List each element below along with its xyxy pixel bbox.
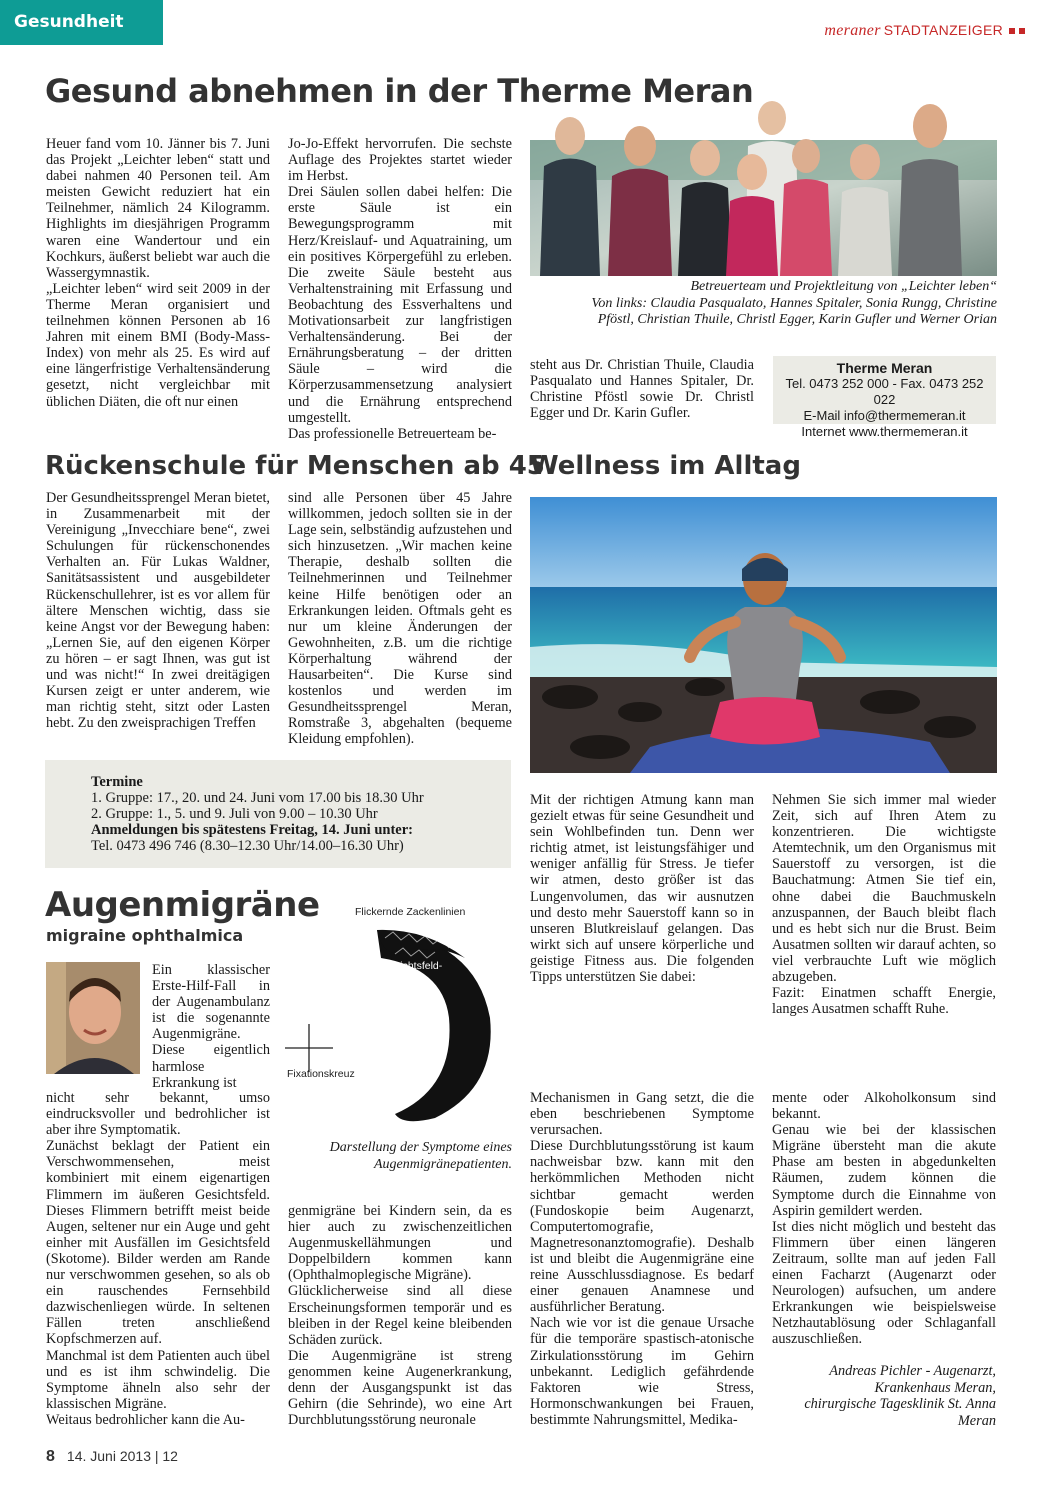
paragraph: „Leichter leben“ wird seit 2009 in der Therme Meran organisiert und teilnehmen können Personen ab 16 Jahren mit einem BMI (Body-Mass-Index) von mehr als 25. Es wird auf eine längerfristige Verhaltensänderung gesetzt, nicht vergleichbar mit üblichen Diäten, die oft nur einen (46, 280, 270, 410)
square-icon (1009, 28, 1015, 34)
article-subtitle: migraine ophthalmica (46, 926, 244, 945)
square-icon (1019, 28, 1025, 34)
author-line: Meran (957, 1412, 996, 1429)
author-line: Andreas Pichler - Augenarzt, (829, 1363, 996, 1379)
author-line: Krankenhaus Meran, (874, 1379, 996, 1396)
paragraph: Diese Durchblutungsstörung ist kaum nachweisbar bzw. kann mit den herkömmlichen Methoden nicht sichtbar gemacht werden (Fundoskopie beim Augenarzt, Computertomografie, Magnetresonanztomografie). Deshalb ist und bleibt die Augenmigräne eine reine Ausschlussdiagnose. Es bedarf einer genauen Anamnese und ausführlicher Beratung. (530, 1138, 754, 1316)
caption-line: Betreuerteam und Projektleitung von „Leichter leben“ (690, 279, 997, 294)
caption-line: Von links: Claudia Pasqualato, Hannes Spitaler, Sonia Rungg, Christine (591, 295, 997, 311)
paragraph: sind alle Personen über 45 Jahre willkommen, jedoch sollten sie in der Lage sein, selbständig aufzustehen und sich hinzusetzen. „Wir machen keine Therapie, deshalb sollten die Teilnehmerinnen und Teilnehmer keine Hilfe benötigen oder an Erkrankungen leiden. Oftmals geht es nur um kleine Änderungen der Gewohnheiten, z.B. um die richtige Körperhaltung während der Hausarbeiten“. Die Kurse sind kostenlos und werden im Gesundheitssprengel Meran, Romstraße 3, abgehalten (bequeme Kleidung empfohlen). (288, 490, 512, 748)
diagram-label (381, 960, 442, 984)
paragraph: nicht sehr bekannt, umso eindrucksvoller und bedrohlicher ist aber ihre Symptomatik. (46, 1090, 270, 1139)
yoga-beach-photo (530, 497, 997, 773)
article-column (288, 490, 512, 748)
article-column (772, 792, 996, 1017)
paragraph: Nehmen Sie sich immer mal wieder Zeit, sich auf Ihren Atem zu konzentrieren. Die wichtigste Atemtechnik, um den Organismus mit Sauerstoff zu versorgen, ist die Bauchatmung: Atmen Sie tief ein, ohne dabei die Bauchmuskeln anzuspannen, der Bauch bleibt flach und es hebt sich nur die Brust. Beim Ausatmen sollten wir darauf achten, so viel verbrauchte Luft wie möglich abzugeben. (772, 792, 996, 986)
paragraph: Manchmal ist dem Patienten auch übel und es ist ihm schwindelig. Die Symptome ähneln also sehr der klassischen Migräne. (46, 1347, 270, 1412)
article-column (288, 136, 512, 442)
paragraph: Heuer fand vom 10. Jänner bis 7. Juni das Projekt „Leichter leben“ statt und dabei nahmen 40 Personen teil. Am meisten Gewicht reduziert hat ein Teilnehmer, nämlich 24 Kilogramm. Highlights im diesjährigen Programm waren eine Wandertour und ein Kochkurs, äußerst beliebt war auch die Wassergymnastik. (46, 136, 270, 281)
article-title: Augenmigräne (45, 885, 320, 925)
article-column (772, 1090, 996, 1348)
paragraph: Jo-Jo-Effekt hervorrufen. Die sechste Auflage des Projektes startet wieder im Herbst. (288, 136, 512, 185)
article-column (288, 1203, 512, 1428)
diagram-label-line: Gesichtsfeld- (381, 960, 443, 972)
dates-line: 1. Gruppe: 17., 20. und 24. Juni vom 17.00 bis 18.30 Uhr (91, 790, 424, 806)
caption-line: Darstellung der Symptome eines (329, 1140, 512, 1155)
article-column (46, 490, 270, 731)
article-column (46, 136, 270, 410)
issue-date: 14. Juni 2013 | 12 (66, 1448, 178, 1464)
paragraph: Genau wie bei der klassischen Migräne übersteht man die akute Phase am besten in abgedunkelten Räumen, zudem können die Symptome durch die Einnahme von Aspirin gemildert werden. (772, 1122, 996, 1219)
paragraph: Drei Säulen sollen dabei helfen: Die erste Säule ist ein Bewegungsprogramm mit Herz/Kreislauf- und Aquatraining, um ein positives Körpergefühl zu erleben. Die zweite Säule besteht aus Verhaltenstraining mit Erfassung und Beobachtung des Essverhaltens und Motivationsarbeit zur langfristigen Verhaltensänderung. Bei der Ernährungsberatung – der dritten Säule – wird die Körperzusammensetzung analysiert und die Ernährung entsprechend umgestellt. (288, 184, 512, 426)
paragraph: mente oder Alkoholkonsum sind bekannt. (772, 1090, 996, 1123)
contact-title: Therme Meran (836, 360, 933, 376)
article-column (152, 962, 270, 1091)
contact-box (773, 356, 996, 439)
paragraph: Glücklicherweise sind all diese Erscheinungsformen temporär und es bleiben in der Regel keine bleibenden Schäden zurück. (288, 1283, 512, 1348)
contact-website: Internet www.thermemeran.it (801, 424, 968, 439)
page-footer (46, 1448, 178, 1466)
paragraph: Nach wie vor ist die genaue Ursache für die temporäre spastisch-atonische Zirkulationsstörung im Gehirn unbekannt. Lediglich gefährdende Faktoren wie Stress, Hormonschwankungen bei Frauen, bestimmte Nahrungsmittel, Medika- (530, 1315, 754, 1428)
article-column (530, 792, 754, 985)
author-portrait (46, 962, 140, 1074)
registration-line: Anmeldungen bis spätestens Freitag, 14. Juni unter: (91, 822, 413, 838)
article-column (46, 1090, 270, 1428)
masthead-logo (824, 22, 1025, 40)
paragraph: Mechanismen in Gang setzt, die die eben beschriebenen Symptome verursachen. (530, 1090, 754, 1139)
paragraph: Mit der richtigen Atmung kann man gezielt etwas für seine Gesundheit und sein Wohlbefinden tun. Denn wer richtig atmet, ist leistungsfähiger und weniger anfällig für Stress. Je tiefer wir atmen, desto größer ist das Lungenvolumen, das wir ausnutzen und desto mehr Sauerstoff kann so in unseren Blutkreislauf gelangen. Das wirkt sich auf unsere körperliche und geistige Fitness aus. Die folgenden Tipps unterstützen Sie dabei: (530, 792, 754, 986)
author-signature (772, 1363, 996, 1429)
brand-part2: STADTANZEIGER (883, 22, 1003, 38)
article-title: Gesund abnehmen in der Therme Meran (45, 72, 754, 110)
paragraph: Der Gesundheitssprengel Meran bietet, in Zusammenarbeit mit der Vereinigung „Invecchiare bene“, zwei Schulungen für rückenschonendes Verhalten an. Für Lukas Waldner, Sanitätsassistent und ausgebildeter Rückenschullehrer, ist es vor allem für ältere Menschen wichtig, dass sie keine Angst vor der Bewegung haben: „Lernen Sie, auf den eigenen Körper zu hören – er sagt Ihnen, was gut ist und was nicht!“ In zwei dreitägigen Kursen zeigt er unter anderem, wie man richtig steht, sitzt oder Lasten hebt. Zu den zweisprachigen Treffen (46, 490, 270, 732)
paragraph: genmigräne bei Kindern sein, da es hier auch zu zwischenzeitlichen Augenmuskellähmungen und Doppelbildern kommen kann (Ophthalmoplegische Migräne). (288, 1203, 512, 1284)
paragraph: Ist dies nicht möglich und besteht das Flimmern über einen längeren Zeitraum, sollte man auf jeden Fall einen Facharzt (Augenarzt oder Neurologen) aufsuchen, um andere Erkrankungen wie beispielsweise Netzhautablösung oder Schlaganfall auszuschließen. (772, 1218, 996, 1348)
article-column (530, 1090, 754, 1428)
paragraph: Weitaus bedrohlicher kann die Au- (46, 1411, 245, 1428)
paragraph: Fazit: Einatmen schafft Energie, langes Ausatmen schafft Ruhe. (772, 985, 996, 1018)
diagram-label-line: ausfall (381, 972, 412, 984)
page-number: 8 (46, 1448, 55, 1465)
article-column (530, 357, 754, 421)
author-line: chirurgische Tagesklinik St. Anna (804, 1396, 996, 1412)
diagram-label: Fixationskreuz (287, 1068, 355, 1080)
caption-line: Pföstl, Christian Thuile, Christl Egger, Karin Gufler und Werner Orian (597, 312, 997, 327)
brand-part1: meraner (824, 22, 881, 39)
article-title: Wellness im Alltag (530, 451, 801, 481)
team-photo (530, 96, 997, 276)
section-tab: Gesundheit (0, 0, 163, 45)
diagram-caption (288, 1140, 512, 1173)
diagram-label: Flickernde Zackenlinien (355, 906, 466, 918)
dates-line: 2. Gruppe: 1., 5. und 9. Juli von 9.00 – 10.30 Uhr (91, 806, 378, 822)
paragraph: Zunächst beklagt der Patient ein Verschwommensehen, meist kombiniert mit einem eigenartigen Flimmern im äußeren Gesichtsfeld. Dieses Flimmern betrifft meist beide Augen, seltener nur ein Auge und geht einher mit Ausfällen im Gesichtsfeld (Skotome). Bilder werden am Rande nur verschwommen gesehen, so als ob ein rauschendes Fernsehbild dazwischenliegen würde. In seltenen Fällen treten anschließend Kopfschmerzen auf. (46, 1138, 270, 1348)
paragraph: steht aus Dr. Christian Thuile, Claudia Pasqualato und Hannes Spitaler, Dr. Christine Pföstl sowie Dr. Christl Egger und Dr. Karin Gufler. (530, 357, 754, 422)
caption-line: Augenmigränepatienten. (373, 1156, 512, 1172)
contact-phone: Tel. 0473 252 000 - Fax. 0473 252 022 (785, 376, 984, 407)
scotoma-diagram (285, 898, 512, 1128)
paragraph: Das professionelle Betreuerteam be- (288, 425, 497, 442)
dates-title: Termine (91, 774, 143, 790)
paragraph: Ein klassischer Erste-Hilf-Fall in der Augenambulanz ist die sogenannte Augenmigräne. Diese eigentlich harmlose Erkrankung ist (152, 962, 270, 1091)
contact-email: E-Mail info@thermemeran.it (803, 408, 966, 423)
article-title: Rückenschule für Menschen ab 45 (45, 451, 545, 481)
paragraph: Die Augenmigräne ist streng genommen keine Augenerkrankung, denn der Ausgangspunkt ist das Gehirn (die Sehrinde), wo eine Art Durchblutungsstörung neuronale (288, 1347, 512, 1429)
dates-box (45, 760, 511, 868)
dates-line: Tel. 0473 496 746 (8.30–12.30 Uhr/14.00–16.30 Uhr) (91, 838, 404, 854)
photo-caption (530, 279, 997, 329)
